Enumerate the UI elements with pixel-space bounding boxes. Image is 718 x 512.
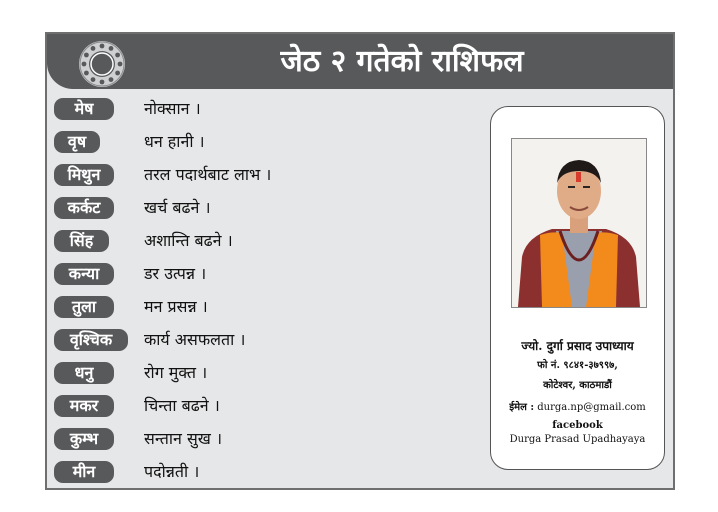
astrologer-email[interactable]: durga.np@gmail.com: [537, 402, 646, 413]
sign-badge-dhanu: धनु: [54, 362, 114, 384]
prediction-makar: चिन्ता बढने ।: [144, 396, 220, 415]
astrologer-address: कोटेश्वर, काठमाडौं: [543, 380, 612, 391]
header-bar: [47, 34, 673, 89]
sign-badge-tula: तुला: [54, 296, 114, 318]
sign-badge-kumbha: कुम्भ: [54, 428, 114, 450]
sign-badge-mithun: मिथुन: [54, 164, 114, 186]
prediction-dhanu: रोग मुक्त ।: [144, 363, 208, 382]
sign-badge-mesh: मेष: [54, 98, 114, 120]
prediction-meen: पदोन्नती ।: [144, 462, 200, 481]
facebook-label: facebook: [552, 420, 603, 431]
sign-badge-vrishchik: वृश्चिक: [54, 329, 128, 351]
sign-badge-meen: मीन: [54, 461, 114, 483]
facebook-name: Durga Prasad Upadhayaya: [509, 434, 646, 445]
prediction-kumbha: सन्तान सुख ।: [144, 429, 223, 448]
astrologer-email-line: [491, 399, 664, 413]
astrologer-phone: फो नं. ९८४१-३७९९७,: [537, 360, 618, 371]
prediction-kanya: डर उत्पन्न ।: [144, 264, 207, 283]
rashifal-panel: [45, 32, 675, 490]
prediction-mesh: नोक्सान ।: [144, 99, 201, 118]
prediction-vrish: धन हानी ।: [144, 132, 205, 151]
prediction-singh: अशान्ति बढने ।: [144, 231, 233, 250]
email-label: ईमेल :: [509, 402, 535, 413]
prediction-vrishchik: कार्य असफलता ।: [144, 330, 246, 349]
page-title: जेठ २ गतेको राशिफल: [280, 44, 524, 79]
sign-badge-karkat: कर्कट: [54, 197, 114, 219]
astrologer-card: [490, 106, 665, 470]
sign-badge-kanya: कन्या: [54, 263, 114, 285]
sign-badge-vrish: वृष: [54, 131, 100, 153]
sign-badge-singh: सिंह: [54, 230, 109, 252]
zodiac-wheel-icon: [78, 40, 126, 88]
prediction-mithun: तरल पदार्थबाट लाभ ।: [144, 165, 272, 184]
sign-badge-makar: मकर: [54, 395, 114, 417]
prediction-tula: मन प्रसन्न ।: [144, 297, 208, 316]
astrologer-name: ज्यो. दुर्गा प्रसाद उपाध्याय: [521, 339, 634, 353]
prediction-karkat: खर्च बढने ।: [144, 198, 211, 217]
astrologer-photo: [511, 138, 647, 308]
